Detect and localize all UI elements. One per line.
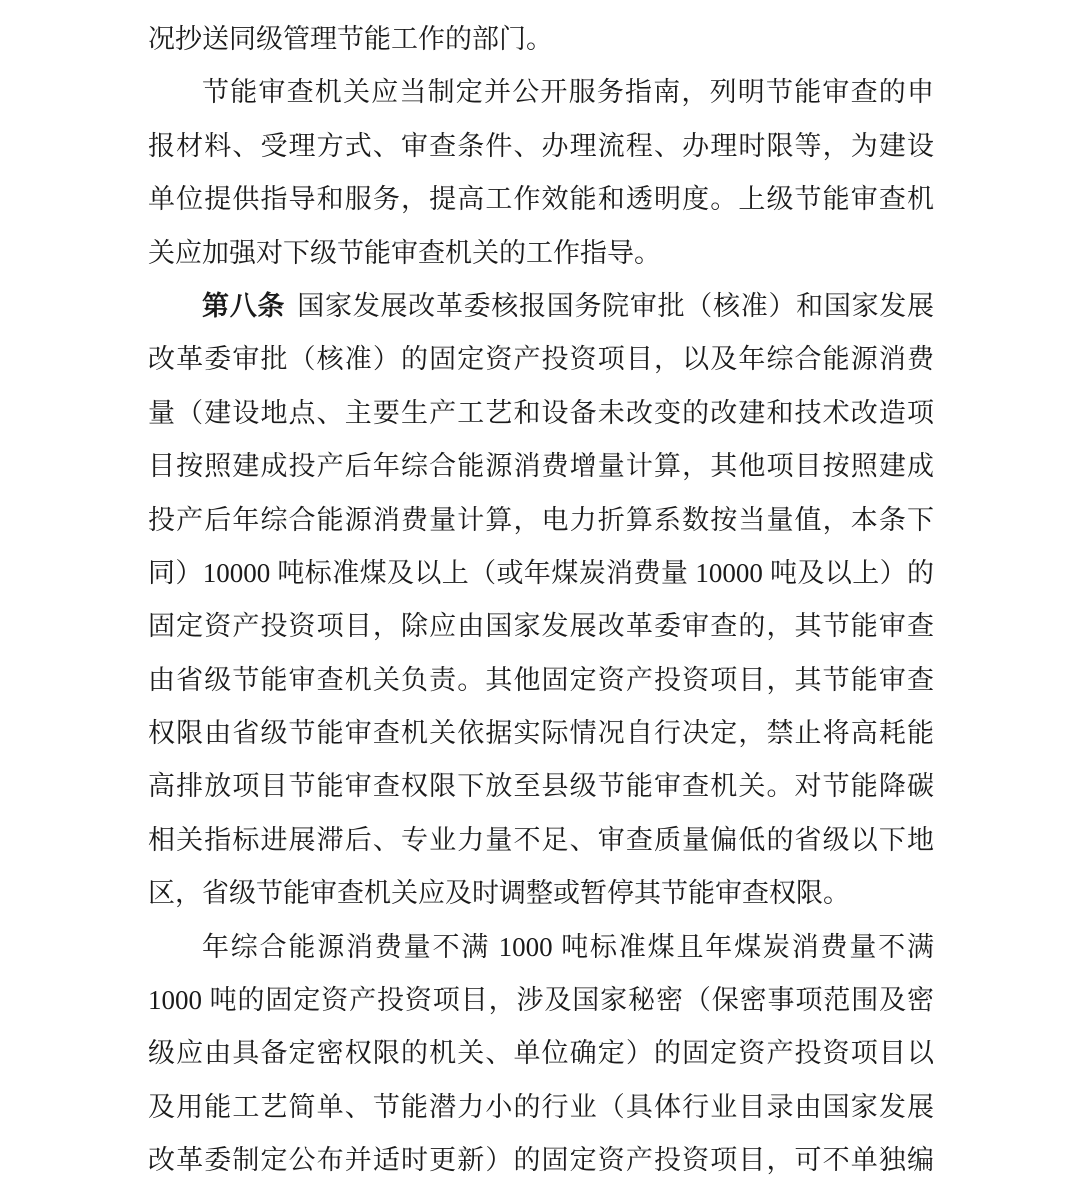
text-line: 同）10000 吨标准煤及以上（或年煤炭消费量 10000 吨及以上）的 <box>148 557 934 588</box>
text-line: 权限由省级节能审查机关依据实际情况自行决定，禁止将高耗能 <box>148 718 934 749</box>
paragraph <box>148 921 934 1185</box>
text-line <box>148 280 934 333</box>
text-line: 1000 吨的固定资产投资项目，涉及国家秘密（保密事项范围及密 <box>148 985 934 1016</box>
text-line: 固定资产投资项目，除应由国家发展改革委审查的，其节能审查 <box>148 611 934 642</box>
text-line: 改革委审批（核准）的固定资产投资项目，以及年综合能源消费 <box>148 344 934 375</box>
text-line: 区，省级节能审查机关应及时调整或暂停其节能审查权限。 <box>148 878 850 909</box>
text-run: 国家发展改革委核报国务院审批（核准）和国家发展 <box>297 290 935 321</box>
text-line: 改革委制定公布并适时更新）的固定资产投资项目，可不单独编 <box>148 1145 934 1176</box>
text-line: 高排放项目节能审查权限下放至县级节能审查机关。对节能降碳 <box>148 771 934 802</box>
text-line: 相关指标进展滞后、专业力量不足、审查质量偏低的省级以下地 <box>148 824 934 855</box>
article-number: 第八条 <box>202 290 286 321</box>
text-line: 年综合能源消费量不满 1000 吨标准煤且年煤炭消费量不满 <box>202 931 934 962</box>
paragraph <box>148 13 934 66</box>
text-line: 由省级节能审查机关负责。其他固定资产投资项目，其节能审查 <box>148 664 934 695</box>
text-line: 单位提供指导和服务，提高工作效能和透明度。上级节能审查机 <box>148 184 934 215</box>
document-body <box>148 13 934 1185</box>
text-line: 级应由具备定密权限的机关、单位确定）的固定资产投资项目以 <box>148 1038 934 1069</box>
text-line: 况抄送同级管理节能工作的部门。 <box>148 24 553 54</box>
text-line: 关应加强对下级节能审查机关的工作指导。 <box>148 237 661 268</box>
text-line: 目按照建成投产后年综合能源消费增量计算，其他项目按照建成 <box>148 451 934 482</box>
paragraph <box>148 66 934 280</box>
text-line: 节能审查机关应当制定并公开服务指南，列明节能审查的申 <box>202 77 934 108</box>
paragraph <box>148 280 934 921</box>
text-line: 投产后年综合能源消费量计算，电力折算系数按当量值，本条下 <box>148 504 934 535</box>
text-line: 报材料、受理方式、审查条件、办理流程、办理时限等，为建设 <box>148 130 934 161</box>
text-line: 及用能工艺简单、节能潜力小的行业（具体行业目录由国家发展 <box>148 1091 934 1122</box>
text-line: 量（建设地点、主要生产工艺和设备未改变的改建和技术改造项 <box>148 397 934 428</box>
